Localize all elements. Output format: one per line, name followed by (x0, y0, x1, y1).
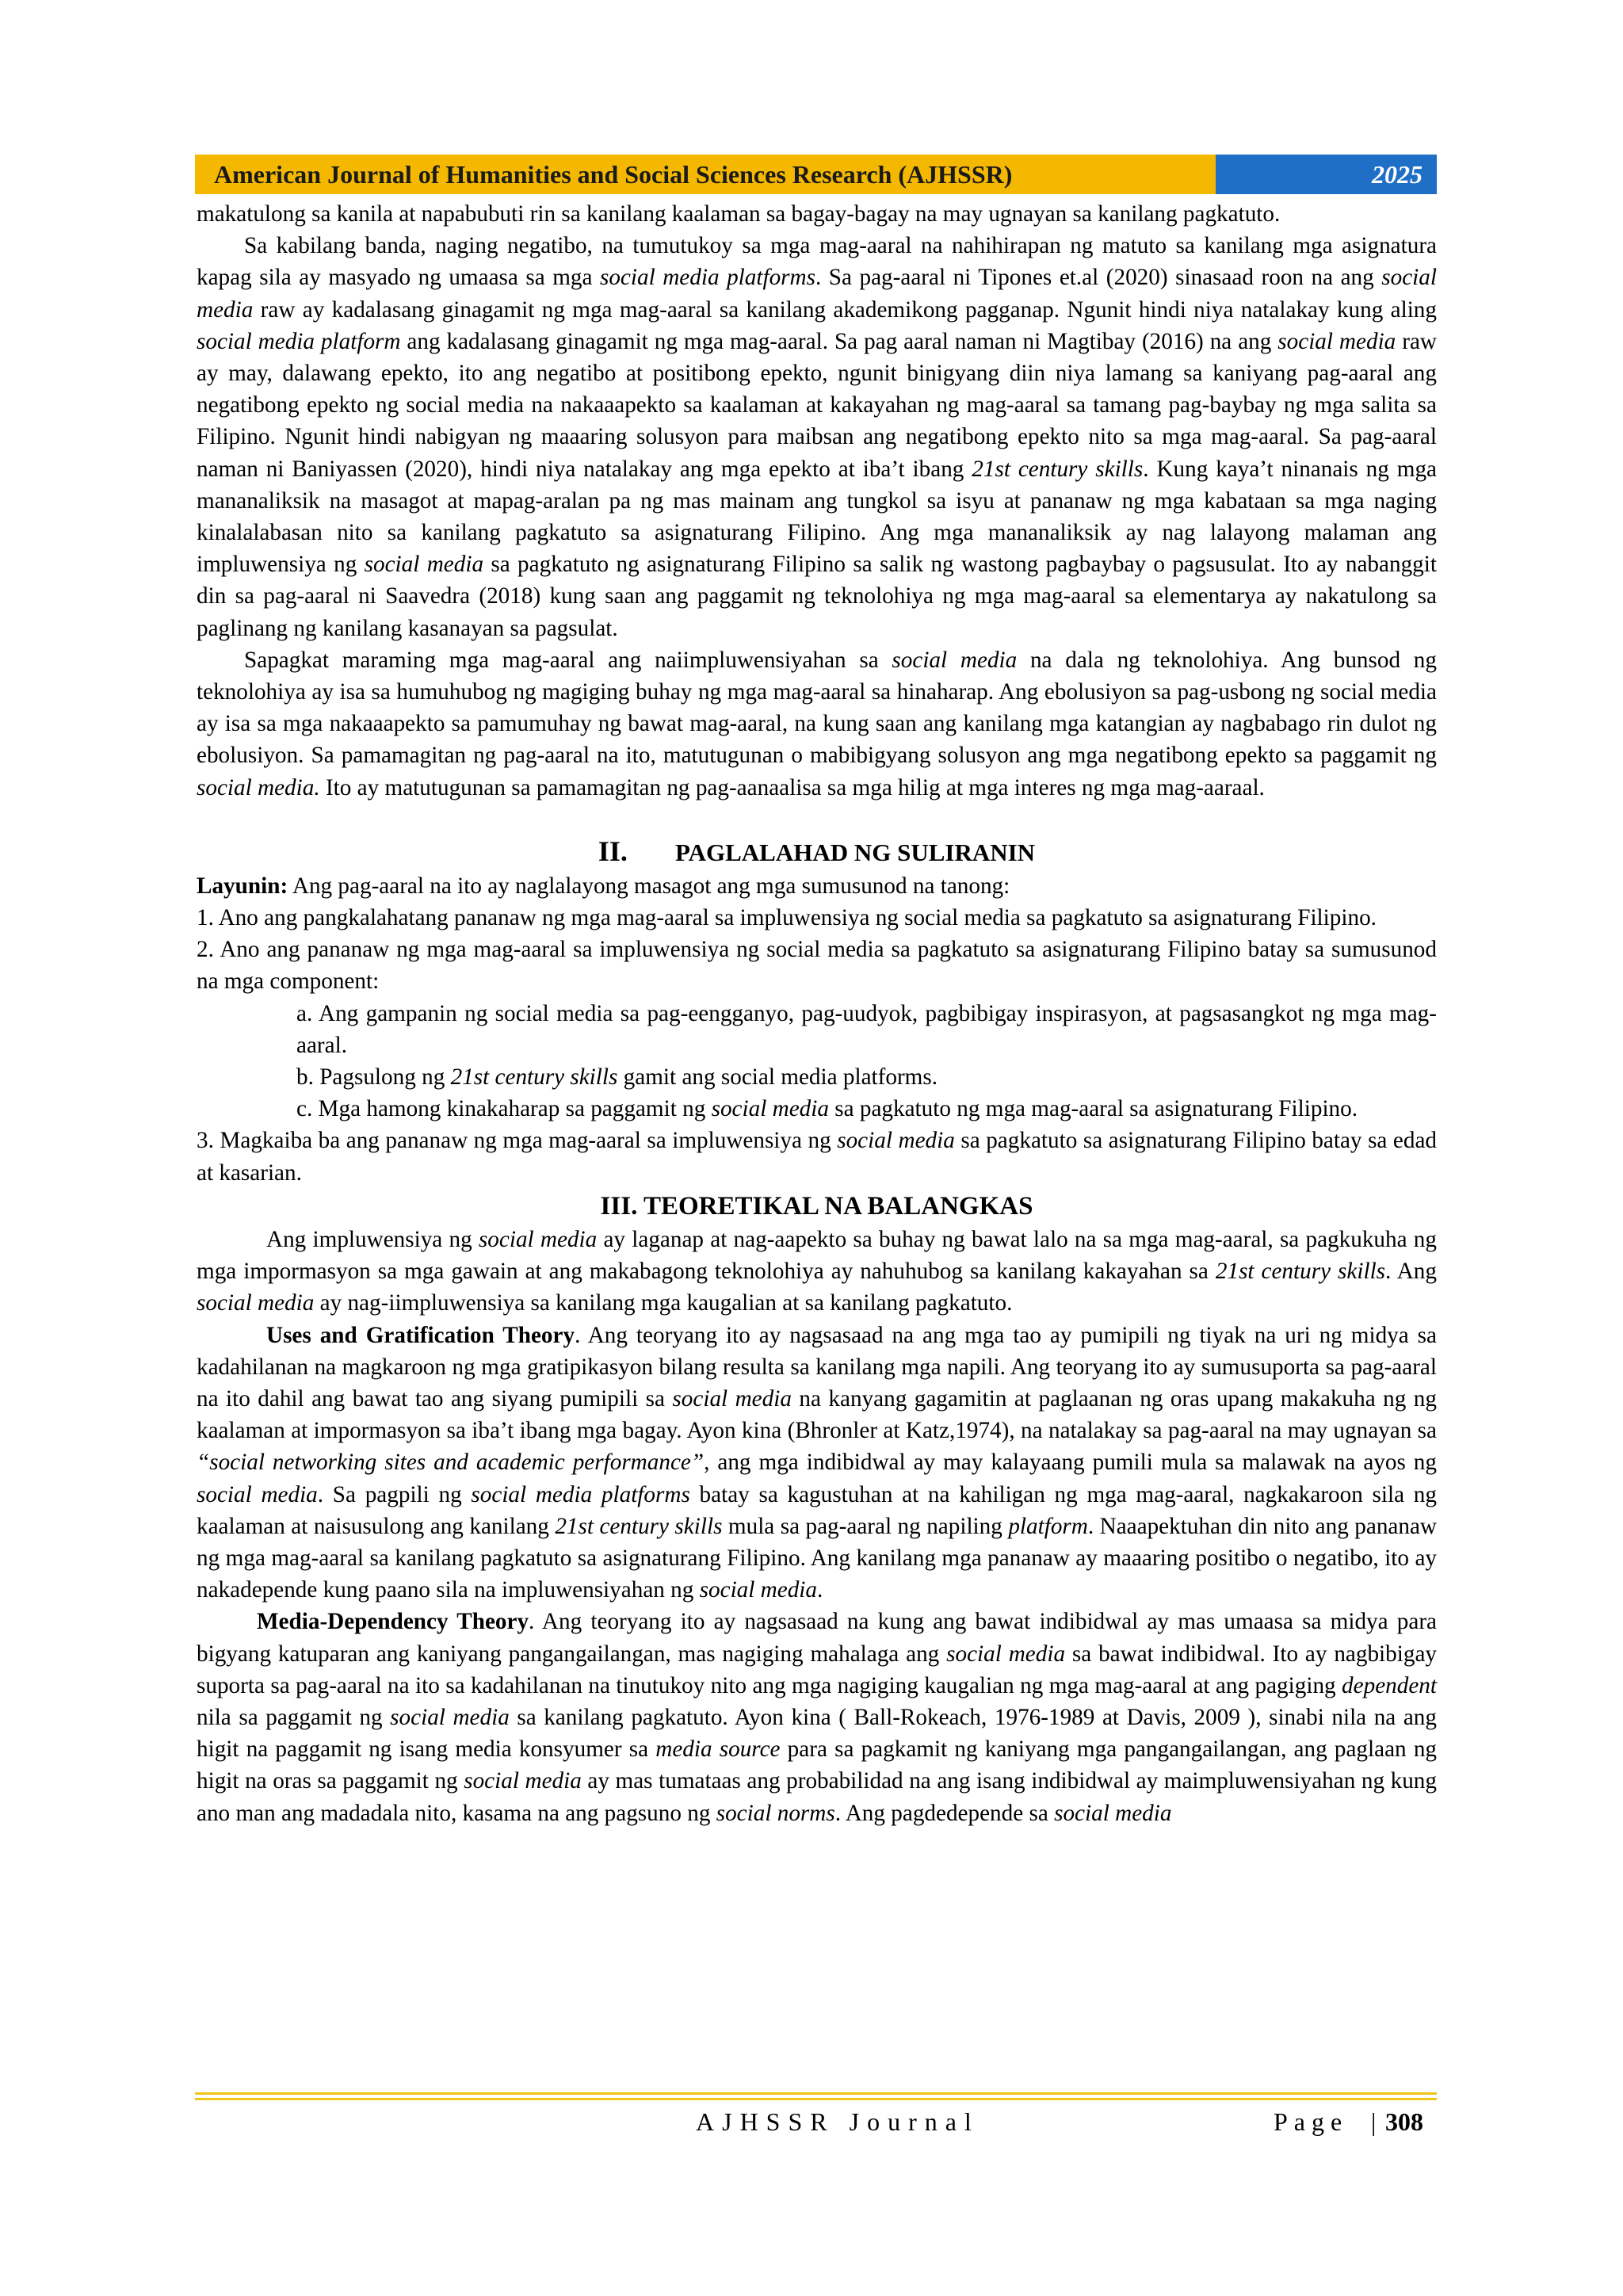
section-title: PAGLALAHAD NG SULIRANIN (674, 838, 1036, 866)
footer-separator: | (1371, 2107, 1377, 2136)
footer-page-number: 308 (1385, 2107, 1423, 2136)
question-1: 1. Ano ang pangkalahatang pananaw ng mga mag-aaral sa impluwensiya ng social media sa pagkatuto sa asignaturang Filipino. (197, 905, 1377, 931)
article-body (197, 198, 1437, 1829)
footer-page-label: Page (1274, 2107, 1349, 2136)
layunin-paragraph: Layunin: Ang pag-aaral na ito ay naglalayong masagot ang mga sumusunod na tanong: (197, 873, 1010, 899)
paragraph-influence: Ang impluwensiya ng social media ay laganap at nag-aapekto sa buhay ng bawat lalo na sa mga mag-aaral, sa pagkukuha ng mga impormasyon sa mga gawain at ang makabagong teknolohiya ay nahuhubog sa kanilang kakayahan sa 21st century skills. Ang social media ay nag-iimpluwensiya sa kanilang mga kaugalian at sa kanilang pagkatuto. (197, 1226, 1437, 1316)
footer-rule-top (195, 2092, 1437, 2095)
page-footer (0, 2102, 1623, 2141)
section-heading-suliranin (197, 834, 1437, 870)
paragraph-uses-gratification: Uses and Gratification Theory. Ang teoryang ito ay nagsasaad na ang mga tao ay pumipili ng tiyak na uri ng midya sa kadahilanan na magkaroon ng mga gratipikasyon bilang resulta sa kanilang mga napili. Ang teoryang ito ay sumusuporta sa pag-aaral na ito dahil ang bawat tao ang siyang pumipili sa social media na kanyang gagamitin at paglaanan ng oras upang makakuha ng ng kaalaman at impormasyon sa iba’t ibang mga bagay. Ayon kina (Bhronler at Katz,1974), na natalakay sa pag-aaral na may ugnayan sa “social networking sites and academic performance”, ang mga indibidwal ay may kalayaang pumili mula sa malawak na ayos ng social media. Sa pagpili ng social media platforms batay sa kagustuhan at na kahiligan ng mga mag-aaral, nagkakaroon sila ng kaalaman at naisusulong ang kanilang 21st century skills mula sa pag-aaral ng napiling platform. Naaapektuhan din nito ang pananaw ng mga mag-aaral sa kanilang pagkatuto sa asignaturang Filipino. Ang kanilang mga pananaw ay maaaring positibo o negatibo, ito ay nakadepende kung paano sila na impluwensiyahan ng social media. (197, 1322, 1438, 1603)
footer-journal-name: AJHSSR Journal (696, 2107, 980, 2136)
question-2a: a. Ang gampanin ng social media sa pag-eengganyo, pag-uudyok, pagbibigay inspirasyon, at pagsasangkot ng mga mag-aaral. (296, 1000, 1437, 1058)
journal-header (195, 155, 1437, 194)
paragraph-continued: makatulong sa kanila at napabubuti rin sa kanilang kaalaman sa bagay-bagay na may ugnayan sa kanilang pagkatuto. (197, 201, 1281, 227)
paragraph-negative-effects: Sa kabilang banda, naging negatibo, na tumutukoy sa mga mag-aaral na nahihirapan ng matuto sa kanilang mga asignatura kapag sila ay masyado ng umaasa sa mga social media platforms. Sa pag-aaral ni Tipones et.al (2020) sinasaad roon na ang social media raw ay kadalasang ginagamit ng mga mag-aaral sa kanilang akademikong pagganap. Ngunit hindi niya natalakay kung aling social media platform ang kadalasang ginagamit ng mga mag-aaral. Sa pag aaral naman ni Magtibay (2016) na ang social media raw ay may, dalawang epekto, ito ang negatibo at positibong epekto, ngunit binigyang diin niya lamang sa kaniyang pag-aaral ang negatibong epekto ng social media na nakaaapekto sa kaalaman at kakayahan ng mag-aaral sa tamang pag-baybay ng mga salita sa Filipino. Ngunit hindi nabigyan ng maaaring solusyon para maibsan ang negatibong epekto nito sa mga mag-aaral. Sa pag-aaral naman ni Baniyassen (2020), hindi niya natalakay ang mga epekto at iba’t ibang 21st century skills. Kung kaya’t ninanais ng mga mananaliksik na masagot at mapag-aralan pa ng mas mainam ang tungkol sa isyu at pananaw ng mga kabataan sa mga naging kinalalabasan nito sa kanilang pagkatuto sa asignaturang Filipino. Ang mga mananaliksik ay nag lalayong malaman ang impluwensiya ng social media sa pagkatuto ng asignaturang Filipino sa salik ng wastong pagbaybay o pagsusulat. Ito ay nabanggit din sa pag-aaral ni Saavedra (2018) kung saan ang paggamit ng teknolohiya ng mga mag-aaral sa elementarya ay nakatulong sa paglinang ng kanilang kasanayan sa pagsulat. (197, 233, 1437, 641)
question-3: 3. Magkaiba ba ang pananaw ng mga mag-aaral sa impluwensiya ng social media sa pagkatuto sa asignaturang Filipino batay sa edad at kasarian. (197, 1128, 1438, 1186)
paragraph-technology-influence: Sapagkat maraming mga mag-aaral ang naiimpluwensiyahan sa social media na dala ng teknolohiya. Ang bunsod ng teknolohiya ay isa sa humuhubog ng magiging buhay ng mga mag-aaral sa hinaharap. Ang ebolusiyon sa pag-usbong ng social media ay isa sa mga nakaaapekto sa pamumuhay ng bawat mag-aaral, na kung saan ang kanilang mga katangian ay nagbabago rin dulot ng ebolusiyon. Sa pamamagitan ng pag-aaral na ito, matutugunan o mabibigyang solusyon ang mga negatibong epekto sa paggamit ng social media. Ito ay matutugunan sa pamamagitan ng pag-aanaalisa sa mga hilig at mga interes ng mga mag-aaraal. (197, 647, 1437, 800)
question-2b: b. Pagsulong ng 21st century skills gamit ang social media platforms. (296, 1064, 938, 1091)
paragraph-media-dependency: Media-Dependency Theory. Ang teoryang ito ay nagsasaad na kung ang bawat indibidwal ay mas umaasa sa midya para bigyang katuparan ang kaniyang pangangailangan, mas nagiging mahalaga ang social media sa bawat indibidwal. Ito ay nagbibigay suporta sa pag-aaral na ito sa kadahilanan na tinutukoy nito ang mga nagiging kaugalian ng mga mag-aaral at ang pagiging dependent nila sa paggamit ng social media sa kanilang pagkatuto. Ayon kina ( Ball-Rokeach, 1976-1989 at Davis, 2009 ), sinabi nila na ang higit na paggamit ng isang media konsyumer sa media source para sa pagkamit ng kaniyang mga pangangailangan, ang paglaan ng higit na oras sa paggamit ng social media ay mas tumataas ang probabilidad na ang isang indibidwal ay maimpluwensiyahan ng kung ano man ang madadala nito, kasama na ang pagsuno ng social norms. Ang pagdedepende sa social media (197, 1609, 1438, 1826)
question-2c: c. Mga hamong kinakaharap sa paggamit ng social media sa pagkatuto ng mga mag-aaral sa asignaturang Filipino. (296, 1096, 1358, 1122)
journal-year: 2025 (1216, 155, 1437, 194)
question-2: 2. Ano ang pananaw ng mga mag-aaral sa impluwensiya ng social media sa pagkatuto sa asignaturang Filipino batay sa sumusunod na mga component: (197, 937, 1437, 995)
section-heading-teoretikal: III. TEORETIKAL NA BALANGKAS (600, 1191, 1033, 1221)
journal-title: American Journal of Humanities and Social Sciences Research (AJHSSR) (195, 155, 1216, 194)
section-number: II. (598, 835, 628, 867)
footer-rule-bottom (195, 2098, 1437, 2100)
